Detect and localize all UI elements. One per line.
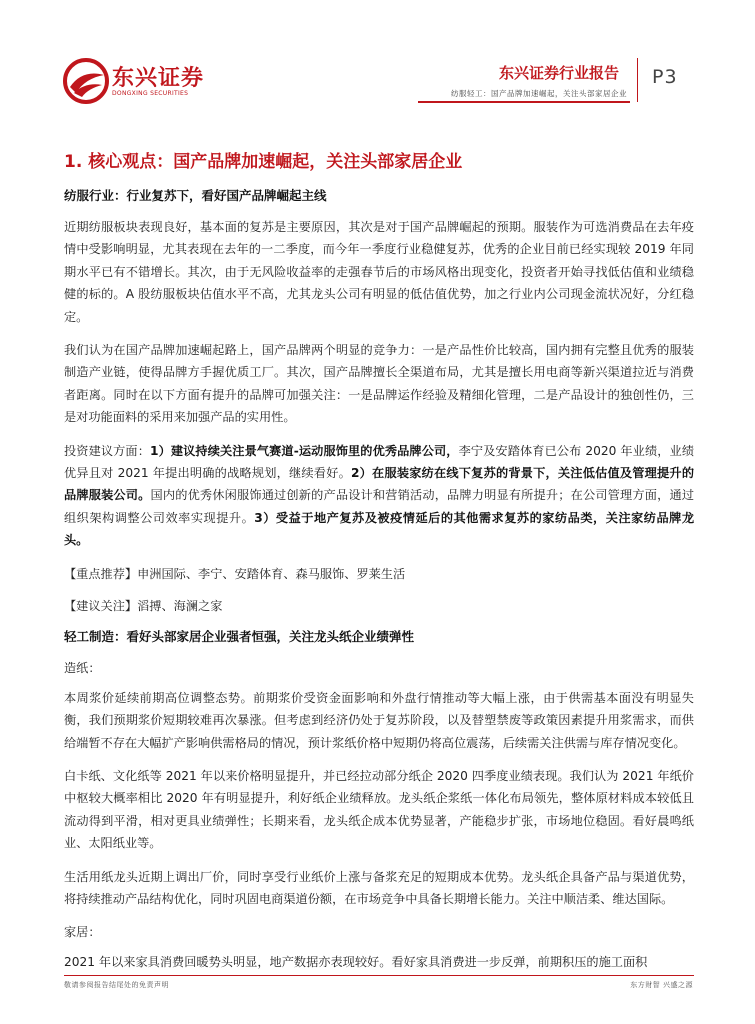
suggest-watch: 【建议关注】滔搏、海澜之家: [64, 598, 223, 613]
header-divider: [418, 101, 630, 103]
textile-subheading: 纺服行业：行业复苏下，看好国产品牌崛起主线: [64, 188, 327, 203]
light-industry-subheading: 轻工制造：看好头部家居企业强者恒强，关注龙头纸企业绩弹性: [64, 628, 415, 644]
paper-paragraph-2: 白卡纸、文化纸等 2021 年以来价格明显提升，并已经拉动部分纸企 2020 四季度业绩表现。我们认为 2021 年纸价中枢较大概率相比 2020 年有明显提升，利好纸企业绩释放。龙头纸企浆纸一体化布局领先，整体原材料成本较低且流动得到平滑，相对更具业绩弹性；长期来看，龙头纸企成本优势显著，产能稳步扩张，市场地位稳固。看好晨鸣纸业、太阳纸业等。: [64, 768, 694, 851]
footer-slogan: 东方财智 兴盛之源: [630, 981, 693, 989]
report-subtitle: 纺服轻工：国产品牌加速崛起，关注头部家居企业: [451, 89, 627, 98]
report-title: 东兴证券行业报告: [498, 64, 619, 82]
investment-advice-paragraph: [64, 440, 694, 552]
advice-point-1: 1）建议持续关注景气赛道-运动服饰里的优秀品牌公司，: [150, 443, 459, 458]
page-header: [0, 0, 755, 125]
home-paragraph-1: 2021 年以来家具消费回暖势头明显，地产数据亦表现较好。看好家具消费进一步反弹，前期积压的施工面积: [64, 955, 648, 970]
footer-divider: [64, 975, 694, 976]
advice-lead: 投资建议方面：: [64, 443, 150, 458]
header-vertical-divider: [637, 58, 638, 102]
paper-paragraph-1: 本周浆价延续前期高位调整态势。前期浆价受资金面影响和外盘行情推动等大幅上涨，由于供需基本面没有明显失衡，我们预期浆价短期较难再次暴涨。但考虑到经济仍处于复苏阶段，以及替塑禁废等政策因素提升用浆需求，而供给端暂不存在大幅扩产影响供需格局的情况，预计浆纸价格中短期仍将高位震荡，后续需关注供需与库存情况变化。: [64, 690, 694, 750]
advice-detail-1: 李宁及安踏体育已公布 2020 年业绩，业绩优异且对 2021 年提出明确的战略规划，继续看好。: [64, 443, 695, 481]
textile-paragraph-1: 近期纺服板块表现良好，基本面的复苏是主要原因，其次是对于国产品牌崛起的预期。服装作为可选消费品在去年疫情中受影响明显，尤其表现在去年的一二季度，而今年一季度行业稳健复苏，优秀的企业目前已经实现较 2019 年同期水平已有不错增长。其次，由于无风险收益率的走强春节后的市场风格出现变化，投资者开始寻找低估值和业绩稳健的标的。A 股纺服板块估值水平不高，尤其龙头公司有明显的低估值优势，加之行业内公司现金流状况好，分红稳定。: [64, 220, 694, 324]
advice-detail-2: 国内的优秀休闲服饰通过创新的产品设计和营销活动，品牌力明显有所提升；在公司管理方面，通过组织架构调整公司效率实现提升。: [64, 488, 695, 525]
main-content: [64, 140, 694, 985]
paper-label: 造纸：: [64, 660, 101, 675]
company-logo: [62, 57, 205, 107]
paper-paragraph-3: 生活用纸龙头近期上调出厂价，同时享受行业纸价上涨与备浆充足的短期成本优势。龙头纸企具备产品与渠道优势，将持续推动产品结构优化，同时巩固电商渠道份额，在市场竞争中具备长期增长能力。关注中顺洁柔、维达国际。: [64, 869, 694, 906]
page-number: P3: [652, 66, 678, 88]
advice-point-2: 2）在服装家纺在线下复苏的背景下，关注低估值及管理提升的品牌服装公司。: [64, 466, 695, 503]
logo-text-en: DONGXING SECURITIES: [112, 90, 189, 97]
home-label: 家居：: [64, 925, 101, 940]
advice-point-3: 3）受益于地产复苏及被疫情延后的其他需求复苏的家纺品类，关注家纺品牌龙头。: [64, 510, 695, 548]
logo-mark-icon: [62, 57, 110, 105]
footer-disclaimer: 敬请参阅报告结尾处的免责声明: [64, 981, 169, 989]
logo-text-cn: 东兴证券: [112, 66, 205, 91]
focus-recommend: 【重点推荐】申洲国际、李宁、安踏体育、森马服饰、罗莱生活: [64, 566, 406, 581]
section-title: 1. 核心观点：国产品牌加速崛起，关注头部家居企业: [64, 152, 463, 172]
textile-paragraph-2: 我们认为在国产品牌加速崛起路上，国产品牌两个明显的竞争力：一是产品性价比较高，国内拥有完整且优秀的服装制造产业链，使得品牌方手握优质工厂。其次，国产品牌擅长全渠道布局，尤其是擅长用电商等新兴渠道拉近与消费者距离。同时在以下方面有提升的品牌可加强关注：一是品牌运作经验及精细化管理，二是产品设计的独创性仍，三是对功能面料的采用来加强产品的实用性。: [64, 343, 694, 425]
